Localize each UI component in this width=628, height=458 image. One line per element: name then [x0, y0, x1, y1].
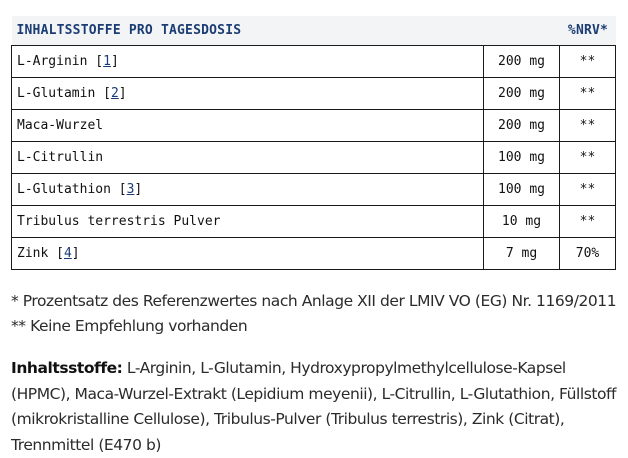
- ingredient-name-cell: L-Glutamin [2]: [12, 78, 484, 110]
- reference-link[interactable]: 1: [103, 54, 111, 69]
- table-header-title: INHALTSSTOFFE PRO TAGESDOSIS: [12, 16, 560, 46]
- nrv-cell: **: [560, 46, 616, 78]
- amount-cell: 10 mg: [484, 206, 560, 238]
- table-row: [12, 142, 616, 174]
- nrv-cell: **: [560, 174, 616, 206]
- nrv-cell: **: [560, 142, 616, 174]
- ingredient-name: L-Citrullin: [17, 150, 104, 165]
- ingredient-name: Zink: [17, 246, 49, 261]
- nrv-cell: 70%: [560, 238, 616, 270]
- ingredient-name: Maca-Wurzel: [17, 118, 104, 133]
- ingredient-name-cell: L-Arginin [1]: [12, 46, 484, 78]
- amount-cell: 200 mg: [484, 46, 560, 78]
- table-row: [12, 174, 616, 206]
- table-body: [12, 46, 616, 270]
- nrv-cell: **: [560, 206, 616, 238]
- reference-link[interactable]: 4: [63, 246, 72, 261]
- table-header-row: [12, 16, 616, 46]
- ingredient-name-cell: L-Glutathion [3]: [12, 174, 484, 206]
- ingredient-name: L-Glutathion: [17, 182, 111, 197]
- ingredient-name-cell: [12, 142, 484, 174]
- nrv-cell: **: [560, 110, 616, 142]
- ingredients-text: L-Arginin, L-Glutamin, Hydroxypropylmethylcellulose-Kapsel (HPMC), Maca-Wurzel-Extrakt (Lepidium meyenii), L-Citrullin, L-Glutathion, Füllstoff (mikrokristalline Cellulose), Tribulus-Pulver (Tribulus terrestris), Zink (Citrat), Trennmittel (E470 b): [11, 359, 617, 454]
- table-row: [12, 110, 616, 142]
- ingredient-name-cell: [12, 206, 484, 238]
- ingredient-name: L-Arginin: [17, 54, 88, 69]
- amount-cell: 100 mg: [484, 174, 560, 206]
- table-header-nrv: %NRV*: [560, 16, 616, 46]
- ingredient-name: L-Glutamin: [17, 86, 96, 101]
- ingredients-paragraph: [11, 356, 619, 458]
- ingredient-name: Tribulus terrestris Pulver: [17, 214, 221, 229]
- table-row: [12, 78, 616, 110]
- amount-cell: 200 mg: [484, 110, 560, 142]
- amount-cell: 100 mg: [484, 142, 560, 174]
- footnote-nrv: * Prozentsatz des Referenzwertes nach Anlage XII der LMIV VO (EG) Nr. 1169/2011: [11, 292, 617, 310]
- amount-cell: 200 mg: [484, 78, 560, 110]
- table-row: [12, 238, 616, 270]
- table-row: [12, 46, 616, 78]
- table-row: [12, 206, 616, 238]
- ingredients-label: Inhaltsstoffe:: [11, 359, 123, 377]
- reference-link[interactable]: 2: [110, 86, 119, 101]
- ingredient-name-cell: [12, 110, 484, 142]
- amount-cell: 7 mg: [484, 238, 560, 270]
- nrv-cell: **: [560, 78, 616, 110]
- ingredient-name-cell: Zink [4]: [12, 238, 484, 270]
- footnote-no-recommendation: ** Keine Empfehlung vorhanden: [11, 317, 248, 335]
- nutrition-table: [11, 16, 616, 270]
- reference-link[interactable]: 3: [126, 182, 135, 197]
